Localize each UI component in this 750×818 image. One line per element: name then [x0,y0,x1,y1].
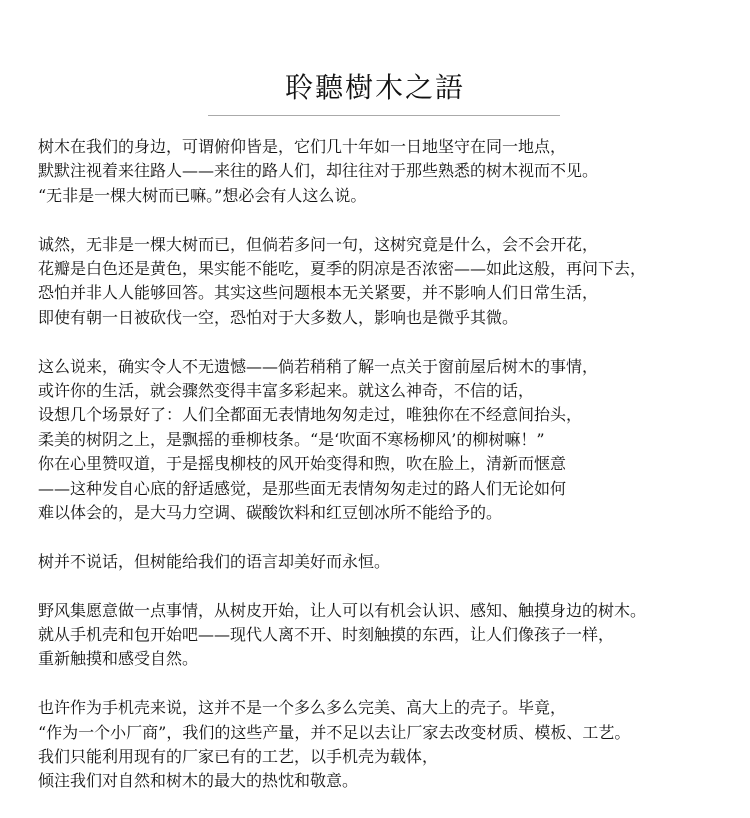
text-line: 诚然，无非是一棵大树而已，但倘若多问一句，这树究竟是什么，会不会开花， [38,234,599,254]
text-line: 倾注我们对自然和树木的最大的热忱和敬意。 [38,771,359,791]
text-line: 你在心里赞叹道，于是摇曳柳枝的风开始变得和煦，吹在脸上，清新而惬意 [38,454,567,474]
text-line: 就从手机壳和包开始吧——现代人离不开、时刻触摸的东西，让人们像孩子一样， [38,625,615,645]
text-line: 设想几个场景好了：人们全都面无表情地匆匆走过，唯独你在不经意间抬头， [38,405,583,425]
paragraph [38,696,748,794]
text-line: 即使有朝一日被砍伐一空，恐怕对于大多数人，影响也是微乎其微。 [38,307,519,327]
text-line: 也许作为手机壳来说，这并不是一个多么多么完美、高大上的壳子。毕竟， [38,698,567,718]
text-line: 野风集愿意做一点事情，从树皮开始，让人可以有机会认识、感知、触摸身边的树木。 [38,600,647,620]
text-line: 花瓣是白色还是黄色，果实能不能吃，夏季的阴凉是否浓密——如此这般，再问下去， [38,259,647,279]
article-body [38,135,748,818]
text-line: 难以体会的，是大马力空调、碳酸饮料和红豆刨冰所不能给予的。 [38,503,503,523]
text-line: “无非是一棵大树而已嘛。”想必会有人这么说。 [38,185,367,205]
paragraph [38,599,748,672]
text-line: 这么说来，确实令人不无遗憾——倘若稍稍了解一点关于窗前屋后树木的事情， [38,356,599,376]
text-line: 树木在我们的身边，可谓俯仰皆是，它们几十年如一日地坚守在同一地点， [38,137,567,156]
text-line: “作为一个小厂商”，我们的这些产量，并不足以去让厂家去改变材质、模板、工艺。 [38,722,631,742]
paragraph [38,233,748,331]
text-line: 默默注视着来往路人——来往的路人们，却往往对于那些熟悉的树木视而不见。 [38,161,599,181]
title-divider [208,115,560,116]
text-line: 树并不说话，但树能给我们的语言却美好而永恒。 [38,551,391,571]
text-line: ——这种发自心底的舒适感觉，是那些面无表情匆匆走过的路人们无论如何 [38,478,567,498]
text-line: 我们只能利用现有的厂家已有的工艺，以手机壳为载体， [38,747,439,767]
page-title: 聆聽樹木之語 [284,71,465,104]
text-line: 恐怕并非人人能够回答。其实这些问题根本无关紧要，并不影响人们日常生活， [38,283,599,303]
text-line: 柔美的树阴之上，是飘摇的垂柳枝条。“是‘吹面不寒杨柳风’的柳树嘛！” [38,429,545,449]
text-line: 或许你的生活，就会骤然变得丰富多彩起来。就这么神奇，不信的话， [38,381,535,401]
paragraph [38,135,748,208]
paragraph [38,550,748,574]
paragraph [38,355,748,526]
text-line: 重新触摸和感受自然。 [38,649,199,669]
